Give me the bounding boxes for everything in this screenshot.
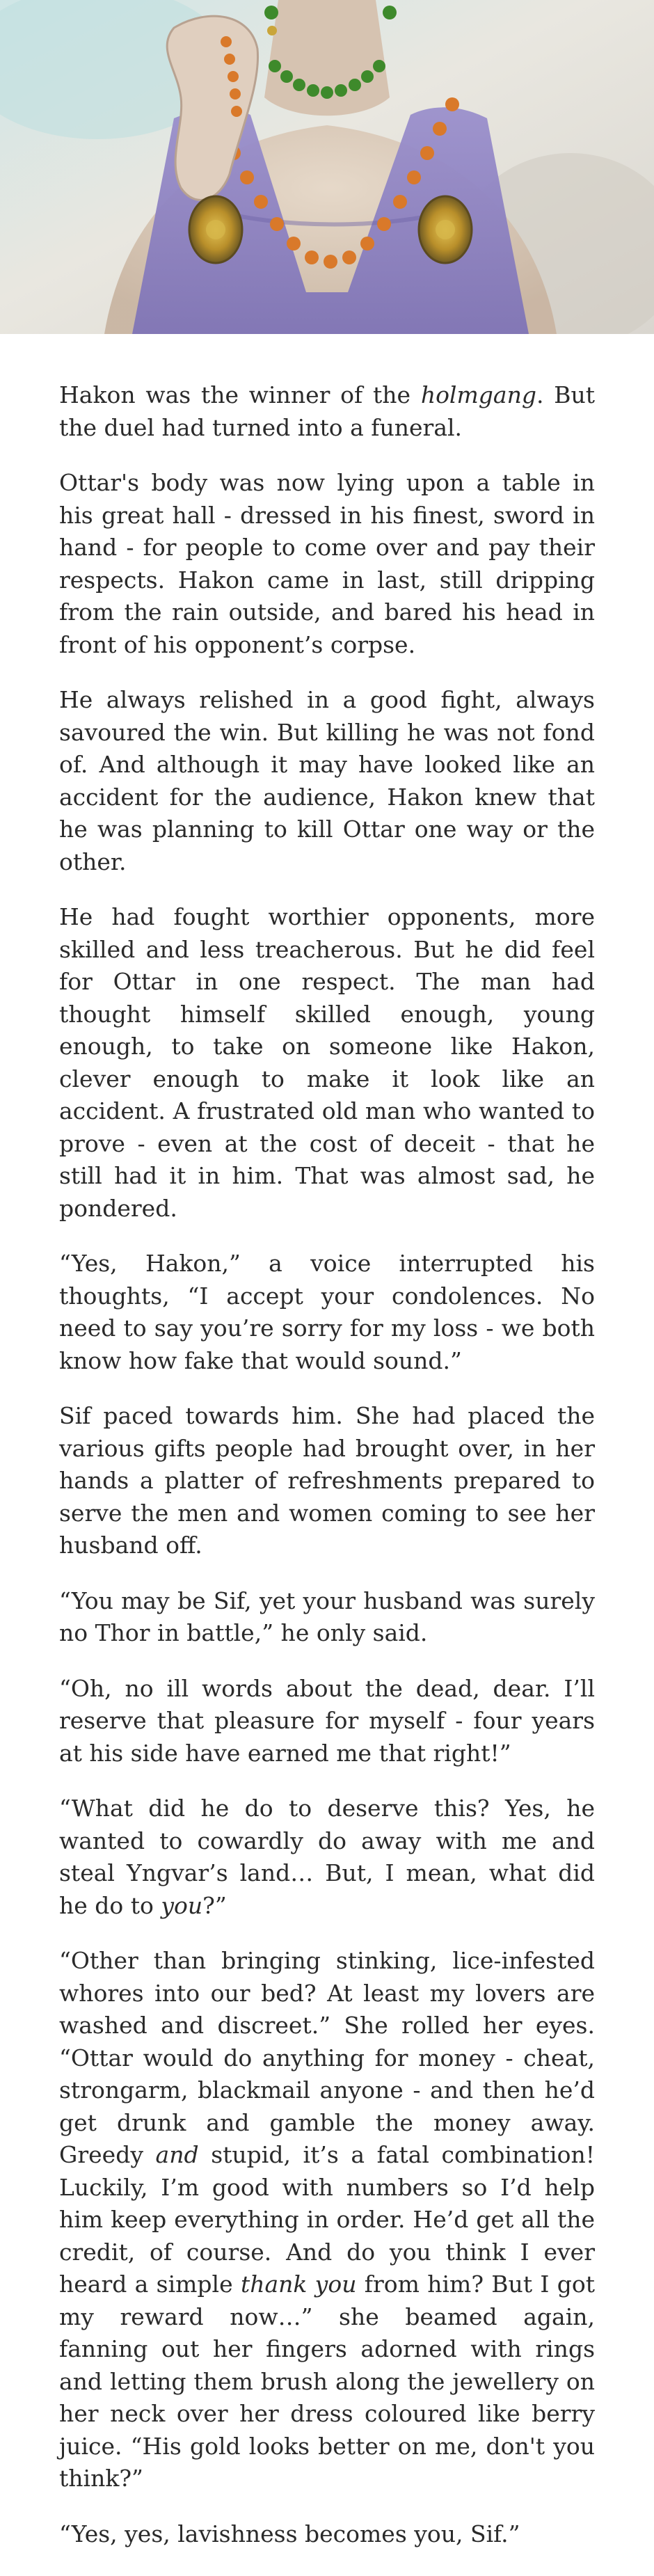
paragraph-1-italic: holmgang bbox=[420, 381, 536, 408]
paragraph-4: He had fought worthier opponents, more skilled and less treacherous. But he did feel for Ottar in one respect. The man had thought himself skilled enough, young enough, to take on someone like Hakon, clever enough to make it look like an accident. A frustrated old man who wanted to prove - even at the cost of deceit - that he still had it in him. That was almost sad, he pondered. bbox=[59, 903, 595, 1222]
paragraph-9-start: “What did he do to deserve this? Yes, he wanted to cowardly do away with me and steal Yngvar’s land… But, I mean, what did he do to bbox=[59, 1795, 595, 1919]
paragraph-3: He always relished in a good fight, always savoured the win. But killing he was not fond of. And although it may have looked like an accident for the audience, Hakon knew that he was planning to kill Ottar one way or the other. bbox=[59, 686, 595, 875]
paragraph-1-start: Hakon was the winner of the bbox=[59, 381, 421, 408]
paragraph-9 bbox=[59, 1792, 595, 1922]
paragraph-5: “Yes, Hakon,” a voice interrupted his thoughts, “I accept your condolences. No need to say you’re sorry for my loss - we both know how fake that would sound.” bbox=[59, 1250, 595, 1374]
paragraph-10-italic-1: and bbox=[155, 2141, 199, 2168]
paragraph-2: Ottar's body was now lying upon a table in his great hall - dressed in his finest, sword in hand - for people to come over and pay their respects. Hakon came in last, still dripping from the rain outside, and bared his head in front of his opponent’s corpse. bbox=[59, 469, 595, 658]
paragraph-10 bbox=[59, 1945, 595, 2495]
paragraph-10-part-b: stupid, it’s a fatal combination! Luckily, I’m good with numbers so I’d help him keep everything in order. He’d get all the credit, of course. And do you think I ever heard a simple bbox=[59, 2141, 595, 2298]
story-text bbox=[59, 379, 595, 2573]
paragraph-9-end: ?” bbox=[202, 1891, 227, 1919]
story-illustration bbox=[0, 0, 654, 334]
paragraph-10-part-c: from him? But I got my reward now…” she beamed again, fanning out her fingers adorned with rings and letting them brush along the jewellery on her neck over her dress coloured like berry juice. “His gold looks better on me, don't you think?” bbox=[59, 2271, 595, 2492]
paragraph-11: “Yes, yes, lavishness becomes you, Sif.” bbox=[59, 2520, 520, 2547]
paragraph-1-end: . But the duel had turned into a funeral. bbox=[59, 381, 595, 441]
paragraph-9-italic: you bbox=[161, 1891, 203, 1919]
paragraph-1 bbox=[59, 379, 595, 444]
paragraph-8: “Oh, no ill words about the dead, dear. I’ll reserve that pleasure for myself - four years at his side have earned me that right!” bbox=[59, 1674, 595, 1767]
paragraph-6: Sif paced towards him. She had placed the various gifts people had brought over, in her hands a platter of refreshments prepared to serve the men and women coming to see her husband off. bbox=[59, 1402, 595, 1559]
paragraph-10-part-a: “Other than bringing stinking, lice-infested whores into our bed? At least my lovers are washed and discreet.” She rolled her eyes. “Ottar would do anything for money - cheat, strongarm, blackmail anyone - and then he’d get drunk and gamble the money away. Greedy bbox=[59, 1947, 595, 2168]
watercolor-woman-with-necklaces-icon bbox=[0, 0, 654, 334]
paragraph-10-italic-2: thank you bbox=[240, 2271, 357, 2298]
paragraph-7: “You may be Sif, yet your husband was surely no Thor in battle,” he only said. bbox=[59, 1587, 595, 1646]
